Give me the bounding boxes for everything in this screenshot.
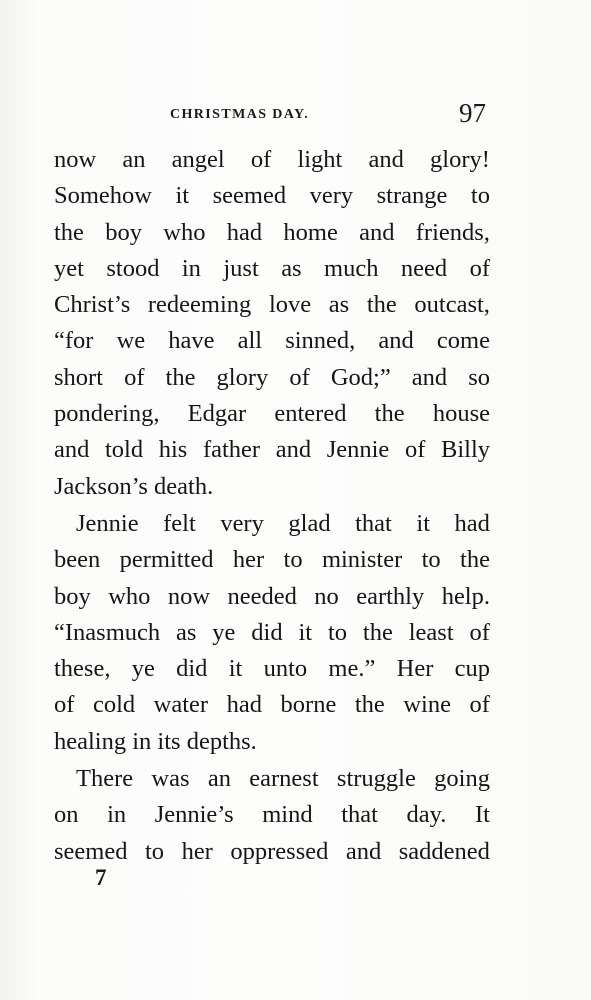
running-head: CHRISTMAS DAY. (170, 107, 310, 122)
text-line: on in Jennie’s mind that day. It (54, 801, 490, 829)
text-line: Jennie felt very glad that it had (76, 509, 490, 537)
text-line: now an angel of light and glory! (54, 146, 490, 173)
paragraph (54, 761, 490, 870)
text-line: boy who now needed no earthly help. (54, 582, 490, 610)
text-line: been permitted her to minister to the (54, 546, 490, 574)
text-line: “Inasmuch as ye did it to the least of (54, 618, 490, 646)
text-line: Christ’s redeeming love as the outcast, (54, 291, 490, 319)
signature-mark: 7 (95, 865, 107, 890)
text-line: yet stood in just as much need of (54, 254, 490, 282)
text-line: pondering, Edgar entered the house (54, 400, 490, 428)
text-line: short of the glory of God;” and so (54, 363, 490, 391)
page-number: 97 (459, 98, 486, 128)
body-text (54, 142, 490, 870)
text-line: seemed to her oppressed and saddened (54, 837, 490, 865)
page-header (0, 98, 591, 132)
text-line: these, ye did it unto me.” Her cup (54, 655, 490, 683)
text-line: of cold water had borne the wine of (54, 691, 490, 719)
text-line: and told his father and Jennie of Billy (54, 436, 490, 464)
text-line: Somehow it seemed very strange to (54, 182, 490, 210)
text-line: “for we have all sinned, and come (54, 327, 490, 355)
text-line: There was an earnest struggle going (76, 765, 490, 793)
paragraph (54, 142, 490, 505)
text-line: healing in its depths. (54, 727, 257, 755)
text-line: Jackson’s death. (54, 472, 214, 500)
paragraph (54, 506, 490, 760)
text-line: the boy who had home and friends, (54, 218, 490, 246)
